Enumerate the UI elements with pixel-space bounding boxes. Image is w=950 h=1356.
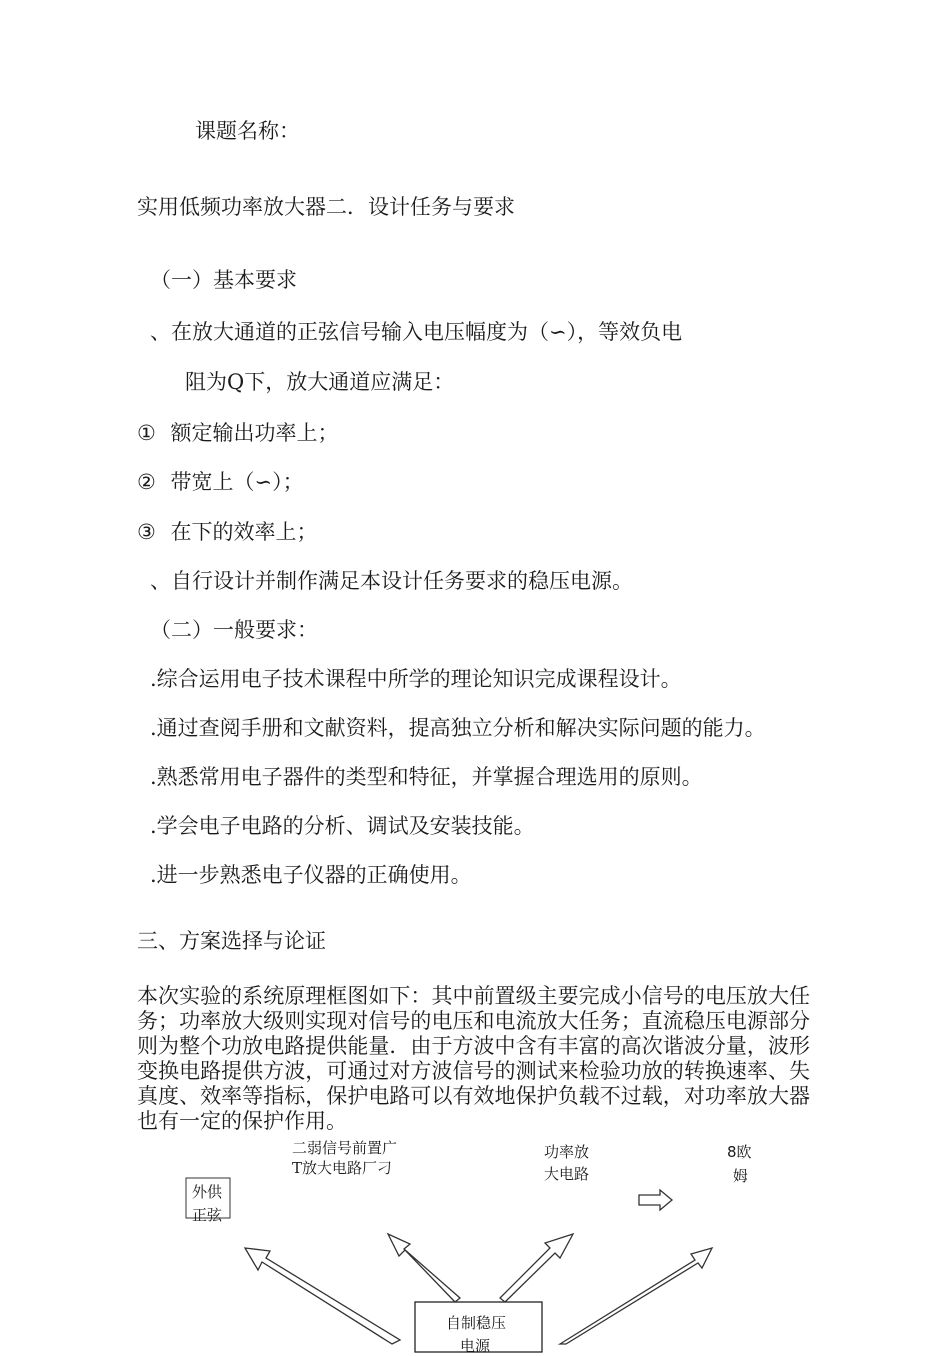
item-number: ② — [137, 470, 156, 494]
item-text: 在下的效率上； — [170, 520, 318, 544]
general-item: .综合运用电子技术课程中所学的理论知识完成课程设计。 — [150, 667, 682, 691]
arrow-to-power-amp-icon — [500, 1234, 573, 1302]
arrow-to-preamp-icon — [388, 1234, 460, 1302]
preamp-label-line-1: 二弱信号前置广 — [292, 1139, 398, 1157]
item-text: 带宽上（∽）； — [170, 470, 304, 494]
preamp-label-line-2: T放大电路厂刁 — [292, 1159, 393, 1177]
power-amp-label-line-1: 功率放 — [544, 1143, 590, 1161]
arrow-to-load-icon — [560, 1248, 712, 1344]
section-3-paragraph: 本次实验的系统原理框图如下：其中前置级主要完成小信号的电压放大任务；功率放大级则实现对信号的电压和电流放大任务；直流稳压电源部分则为整个功放电路提供能量．由于方波中含有丰富的高次谐波分量，波形变换电路提供方波，可通过对方波信号的测试来检验功放的转换速率、失真度、效率等指标，保护电路可以有效地保护负载不过载，对功率放大器也有一定的保护作用。 — [137, 984, 810, 1133]
general-item: .进一步熟悉电子仪器的正确使用。 — [150, 863, 472, 887]
preamp-label-clip — [292, 1158, 432, 1176]
requirement-item — [137, 420, 339, 446]
main-heading: 实用低频功率放大器二．设计任务与要求 — [137, 195, 515, 219]
regulator-label-line-1: 自制稳压 — [446, 1314, 507, 1332]
source-label-line-1: 外供 — [192, 1183, 223, 1201]
requirement-1-line-1: 、在放大通道的正弦信号输入电压幅度为（∽），等效负电 — [150, 320, 683, 344]
load-label-clip — [733, 1166, 757, 1185]
general-item: .通过查阅手册和文献资料，提高独立分析和解决实际问题的能力。 — [150, 716, 766, 740]
general-item: .学会电子电路的分析、调试及安装技能。 — [150, 814, 535, 838]
system-block-diagram — [0, 1130, 950, 1344]
regulator-label-line-2: 电源 — [460, 1337, 491, 1355]
general-requirements-heading: （二）一般要求： — [150, 618, 318, 642]
power-amp-label-clip — [544, 1164, 604, 1183]
source-label-clip — [192, 1205, 228, 1224]
general-item: .熟悉常用电子器件的类型和特征，并掌握合理选用的原则。 — [150, 765, 703, 789]
item-number: ① — [137, 421, 156, 445]
requirement-item — [137, 469, 304, 495]
section-3-heading: 三、方案选择与论证 — [137, 929, 326, 953]
output-arrow-icon — [639, 1190, 672, 1210]
item-number: ③ — [137, 520, 156, 544]
basic-requirements-heading: （一）基本要求 — [150, 268, 297, 292]
arrow-to-source-icon — [245, 1248, 400, 1344]
topic-label: 课题名称： — [195, 119, 300, 143]
load-label-line-2: 姆 — [733, 1167, 749, 1185]
requirement-1-line-2: 阻为Q下，放大通道应满足： — [185, 370, 455, 394]
load-label-line-1: 8欧 — [727, 1143, 752, 1161]
requirement-2: 、自行设计并制作满足本设计任务要求的稳压电源。 — [150, 569, 633, 593]
item-text: 额定输出功率上； — [170, 421, 339, 445]
requirement-item — [137, 519, 318, 545]
regulator-label-clip — [460, 1336, 500, 1355]
source-label-line-2: 正弦 — [192, 1206, 223, 1224]
power-amp-label-line-2: 大电路 — [544, 1165, 590, 1183]
